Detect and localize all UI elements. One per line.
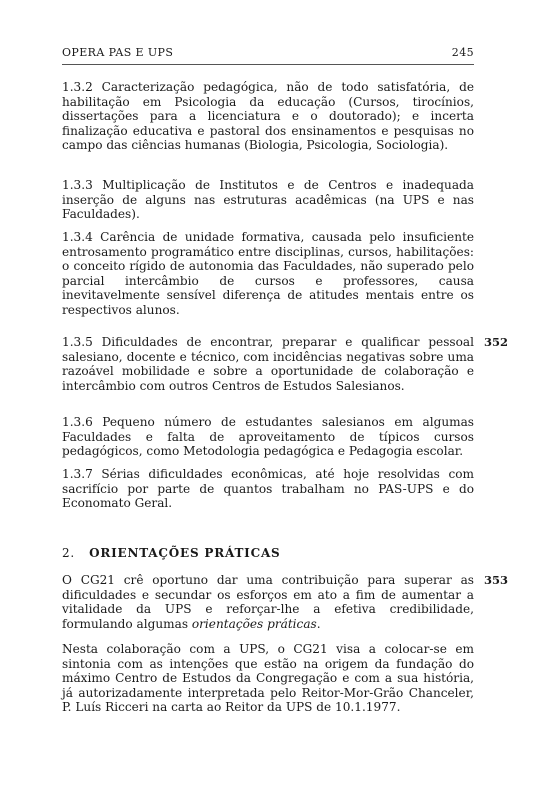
paragraph-text: O CG21 crê oportuno dar uma contribuição para superar as dificuldades e secundar os esforços em ato a fim de aumentar a vitalidade da UPS e reforçar-lhe a efetiva credibilidade, formulando algumas xyxy=(62,573,474,631)
running-header xyxy=(62,46,474,59)
paragraph-orientacoes xyxy=(62,573,474,631)
paragraph-1-3-6: 1.3.6 Pequeno número de estudantes salesianos em algumas Faculdades e falta de aproveitamento de típicos cursos pedagógicos, como Metodologia pedagógica e Pedagogia escolar. xyxy=(62,415,474,459)
paragraph-colaboracao: Nesta colaboração com a UPS, o CG21 visa a colocar-se em sintonia com as intenções que estão na origem da fundação do máximo Centro de Estudos da Congregação e com a sua história, já autorizadamente interpretada pelo Reitor-Mor-Grão Chanceler, P. Luís Ricceri na carta ao Reitor da UPS de 10.1.1977. xyxy=(62,642,474,715)
margin-number-352: 352 xyxy=(484,335,509,349)
page-number: 245 xyxy=(451,46,474,59)
paragraph-1-3-4: 1.3.4 Carência de unidade formativa, causada pelo insuficiente entrosamento programático entre disciplinas, cursos, habilitações: o conceito rígido de autonomia das Faculdades, não superado pelo parcial intercâmbio de cursos e professores, causa inevitavelmente sensível diferença de atitudes mentais entre os respectivos alunos. xyxy=(62,230,474,317)
paragraph-1-3-5: 1.3.5 Dificuldades de encontrar, preparar e qualificar pessoal salesiano, docente e técnico, com incidências negativas sobre uma razoável mobilidade e sobre a oportunidade de colaboração e intercâmbio com outros Centros de Estudos Salesianos. xyxy=(62,335,474,393)
margin-number-353: 353 xyxy=(484,573,509,587)
section-title: ORIENTAÇÕES PRÁTICAS xyxy=(89,546,281,560)
paragraph-1-3-3: 1.3.3 Multiplicação de Institutos e de Centros e inadequada inserção de alguns nas estruturas acadêmicas (na UPS e nas Faculdades). xyxy=(62,178,474,222)
running-title: OPERA PAS E UPS xyxy=(62,46,174,59)
section-number: 2. xyxy=(62,546,76,560)
header-divider xyxy=(62,64,474,65)
italic-emphasis: orientações práticas xyxy=(191,616,317,631)
paragraph-end: . xyxy=(316,616,321,631)
section-heading xyxy=(62,546,281,560)
paragraph-1-3-2: 1.3.2 Caracterização pedagógica, não de todo satisfatória, de habilitação em Psicologia da educação (Cursos, tirocínios, dissertações para a licenciatura e o doutorado); e incerta finalização educativa e pastoral dos ensinamentos e pesquisas no campo das ciências humanas (Biologia, Psicologia, Sociologia). xyxy=(62,80,474,153)
paragraph-1-3-7: 1.3.7 Sérias dificuldades econômicas, até hoje resolvidas com sacrifício por parte de quantos trabalham no PAS-UPS e do Economato Geral. xyxy=(62,467,474,511)
